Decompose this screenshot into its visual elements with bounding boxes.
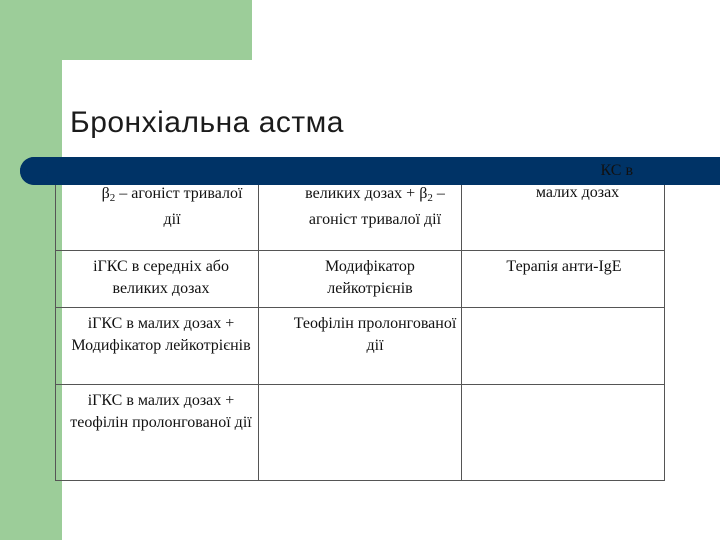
table-cell-r1c3-line2: малих дозах	[535, 184, 620, 201]
table-cell-r2c1: іГКС в середніх або великих дозах	[93, 258, 229, 297]
slide-title: Бронхіальна астма	[70, 106, 344, 139]
table-cell-r1c2: великих дозах + $\beta_2$ – агоніст тривалої дії	[305, 185, 445, 228]
table-cell-r4c1: іГКС в малих дозах + теофілін пролонгованої дії	[70, 392, 252, 431]
table-cell-r1c3-line1: КС в	[600, 162, 633, 179]
table-cell-r1c3	[520, 160, 635, 204]
table-cell-r2c2: Модифікатор лейкотрієнів	[325, 258, 415, 297]
decor-green-top	[0, 0, 252, 60]
header-bar-dot	[20, 157, 48, 185]
decor-green-left	[0, 0, 62, 540]
table-cell-r1c1: $\beta_2$ – агоніст тривалої дії	[101, 185, 243, 228]
table-cell-r2c3: Терапія анти-IgE	[506, 258, 622, 275]
table-cell-r3c1: іГКС в малих дозах + Модифікатор лейкотрієнів	[71, 315, 251, 354]
table-cell-r3c2: Теофілін пролонгованої дії	[293, 315, 457, 354]
